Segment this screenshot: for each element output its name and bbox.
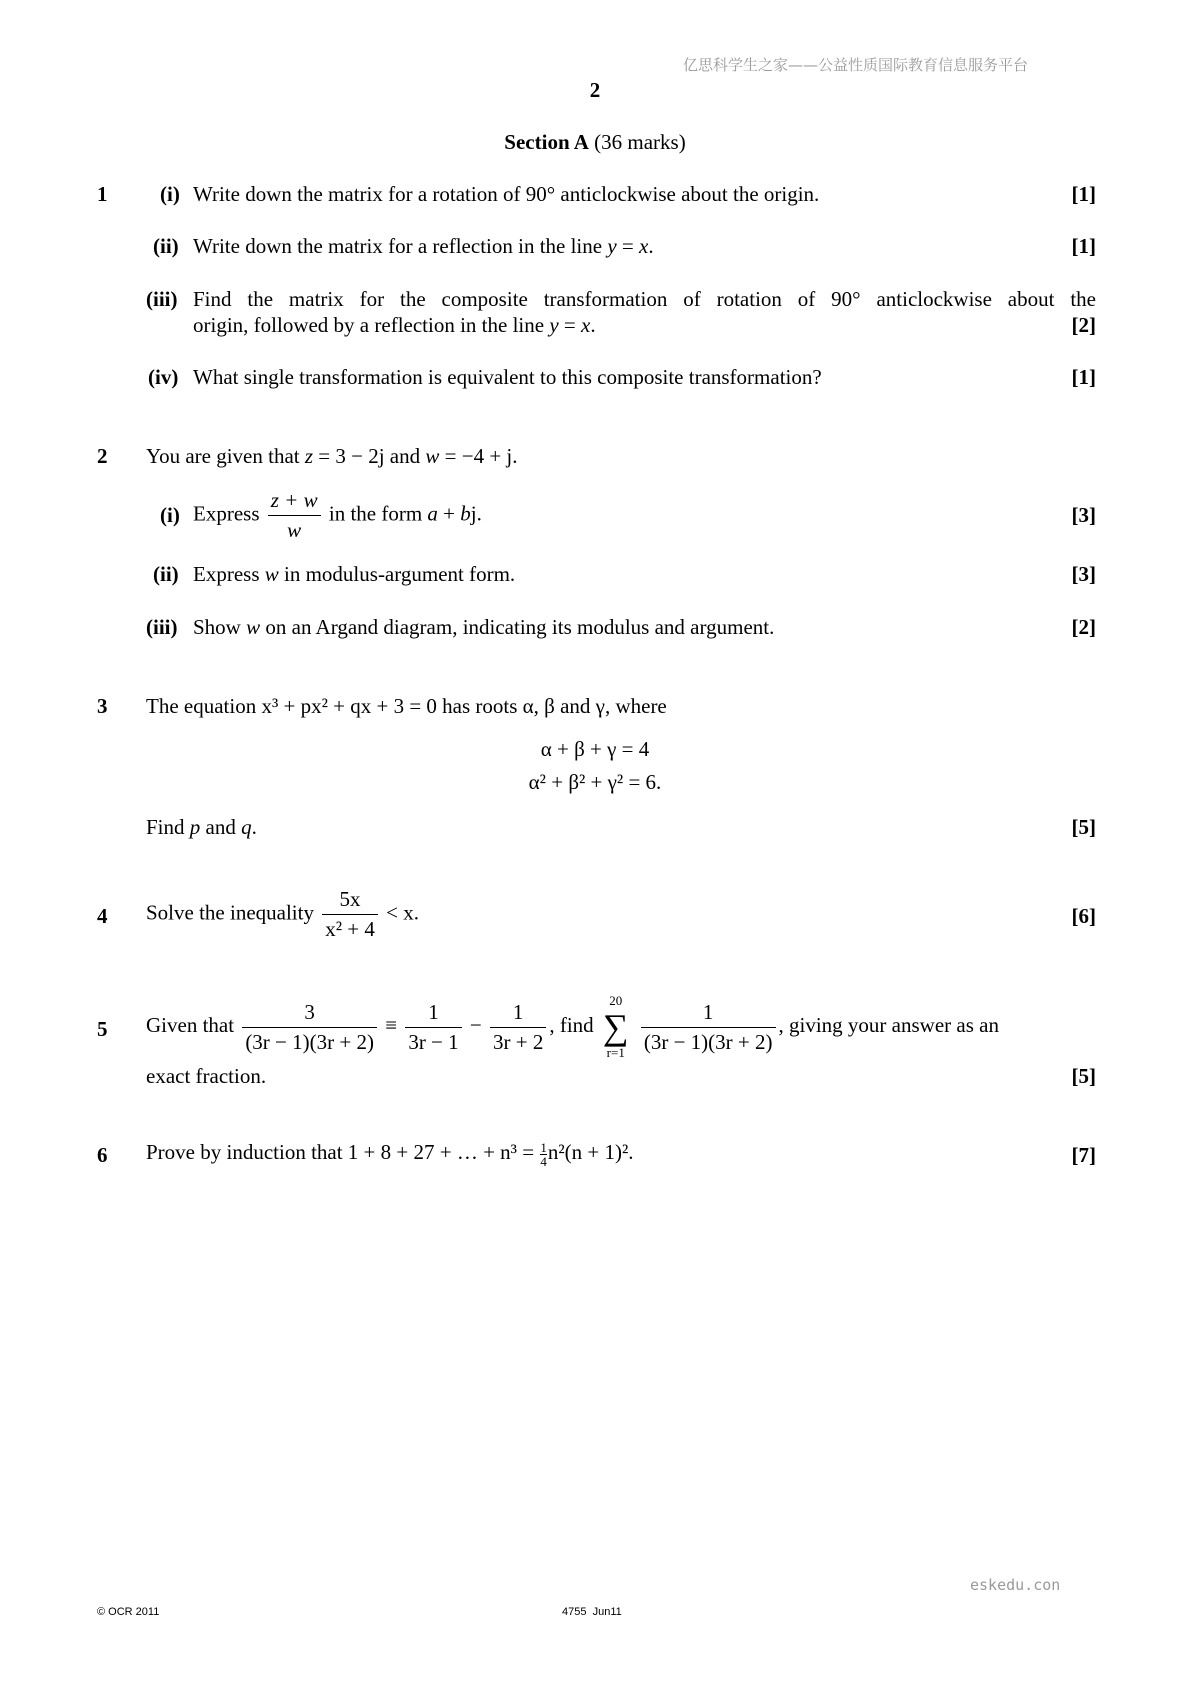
q1-part-iii-line2: origin, followed by a reflection in the line y = x. bbox=[193, 313, 596, 337]
q5-fraction-a: $\frac{1}{3r - 1}$ bbox=[405, 1000, 461, 1055]
q2-part-i-text: Express $\frac{z + w}{w}$ in the form a + bj. bbox=[193, 488, 482, 542]
q5-mark: [5] bbox=[1071, 1064, 1096, 1088]
q2-part-i-label: (i) bbox=[160, 503, 180, 527]
q2-part-i-mark: [3] bbox=[1071, 503, 1096, 527]
q1-part-ii-text: Write down the matrix for a reflection in the line y = x. bbox=[193, 234, 654, 258]
section-marks: (36 marks) bbox=[594, 130, 686, 154]
watermark-text: 亿思科学生之家——公益性质国际教育信息服务平台 bbox=[683, 56, 1029, 74]
q1-part-iv-text: What single transformation is equivalent to this composite transformation? bbox=[193, 365, 822, 389]
question-6-number: 6 bbox=[97, 1143, 108, 1167]
q2-part-ii-mark: [3] bbox=[1071, 562, 1096, 586]
q5-line2: exact fraction. bbox=[146, 1064, 267, 1088]
q2-part-ii-text: Express w in modulus-argument form. bbox=[193, 562, 516, 586]
q5-fraction-b: $\frac{1}{3r + 2}$ bbox=[490, 1000, 546, 1055]
q2-part-iii-label: (iii) bbox=[146, 615, 178, 639]
q5-fraction-lhs: $\frac{3}{(3r - 1)(3r + 2)}$ bbox=[242, 1000, 377, 1055]
q4-fraction: $\frac{5x}{\text{x² + 4}}$ bbox=[322, 887, 378, 942]
question-1-number: 1 bbox=[97, 182, 108, 206]
q6-quarter-fraction: $\frac{1}{4}$ bbox=[540, 1139, 547, 1169]
q2-part-ii-label: (ii) bbox=[153, 562, 179, 586]
summation-symbol: 20 ∑ r=1 bbox=[602, 993, 629, 1060]
q1-part-iii-mark: [2] bbox=[1071, 313, 1096, 337]
q1-part-i-mark: [1] bbox=[1071, 182, 1096, 206]
question-2-number: 2 bbox=[97, 444, 108, 468]
q3-equation-1: α + β + γ = 4 bbox=[540, 737, 650, 761]
q1-part-ii-label: (ii) bbox=[153, 234, 179, 258]
q3-find: Find p and q. bbox=[146, 815, 257, 839]
footer-copyright: © OCR 2011 bbox=[97, 1606, 160, 1618]
question-4-number: 4 bbox=[97, 904, 108, 928]
q6-mark: [7] bbox=[1071, 1143, 1096, 1167]
q1-part-ii-mark: [1] bbox=[1071, 234, 1096, 258]
q1-part-iii-label: (iii) bbox=[146, 287, 178, 311]
q3-equation-2: α² + β² + γ² = 6. bbox=[528, 770, 662, 794]
q1-part-iii-line1: Find the matrix for the composite transformation of rotation of 90° anticlockwise about the bbox=[193, 287, 1096, 311]
page-number: 2 bbox=[589, 78, 601, 102]
eskedu-watermark: eskedu.con bbox=[970, 1576, 1061, 1594]
section-heading bbox=[0, 130, 1190, 155]
q1-part-i-label: (i) bbox=[160, 182, 180, 206]
q1-part-iv-label: (iv) bbox=[148, 365, 179, 389]
q4-text: Solve the inequality $\frac{5x}{\text{x² + 4}}$ < x. bbox=[146, 887, 419, 941]
question-3-number: 3 bbox=[97, 694, 108, 718]
q3-mark: [5] bbox=[1071, 815, 1096, 839]
q2-part-iii-text: Show w on an Argand diagram, indicating its modulus and argument. bbox=[193, 615, 775, 639]
footer-paper-code: 4755 Jun11 bbox=[562, 1606, 622, 1618]
q2-intro: You are given that z = 3 − 2j and w = −4 + j. bbox=[146, 444, 518, 468]
section-title: Section A bbox=[504, 130, 589, 154]
q2-part-iii-mark: [2] bbox=[1071, 615, 1096, 639]
q5-fraction-sum: $\frac{1}{(3r - 1)(3r + 2)}$ bbox=[641, 1000, 776, 1055]
q3-line: The equation x³ + px² + qx + 3 = 0 has roots α, β and γ, where bbox=[146, 694, 667, 718]
q6-text: Prove by induction that 1 + 8 + 27 + … + n³ = $\frac{1}{4}$ n²(n + 1)². bbox=[146, 1139, 634, 1169]
q1-part-i-text: Write down the matrix for a rotation of 90° anticlockwise about the origin. bbox=[193, 182, 820, 206]
q5-line1: Given that $\frac{3}{(3r - 1)(3r + 2)}$ ≡ $\frac{1}{3r - 1}$ − $\frac{1}{3r + 2}$ , find 20 ∑ r=1 $\frac{1}{(3r - 1)(3r + 2)}$ , giving your answer as an bbox=[146, 993, 999, 1060]
q1-part-iv-mark: [1] bbox=[1071, 365, 1096, 389]
question-5-number: 5 bbox=[97, 1017, 108, 1041]
q2-fraction: $\frac{z + w}{w}$ bbox=[268, 488, 321, 543]
q4-mark: [6] bbox=[1071, 904, 1096, 928]
